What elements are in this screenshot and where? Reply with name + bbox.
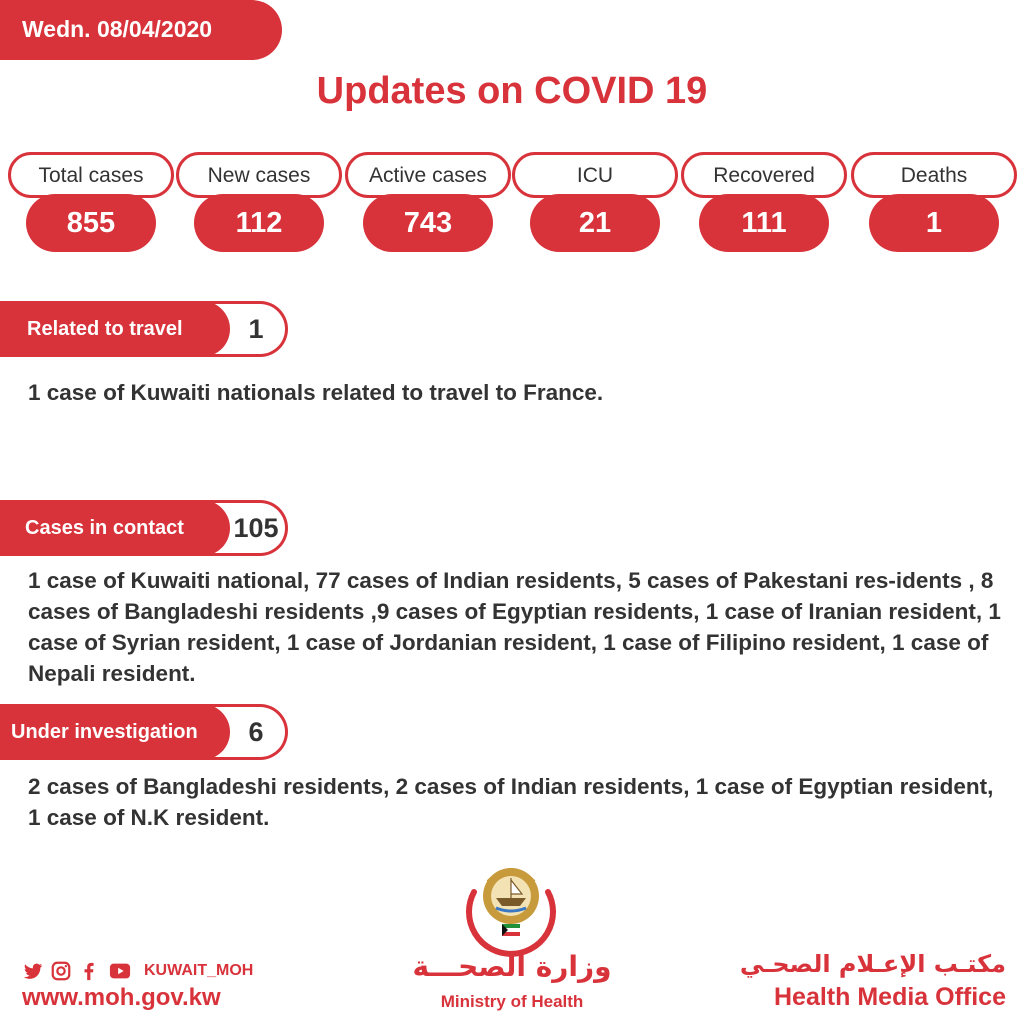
date-badge: Wedn. 08/04/2020 [0,0,282,60]
stat-value: 1 [869,194,999,252]
section-text-travel: 1 case of Kuwaiti nationals related to travel to France. [28,380,604,405]
stat-new-cases [176,152,342,260]
stat-label: Deaths [851,152,1017,198]
stat-label: New cases [176,152,342,198]
stat-recovered [681,152,847,260]
stat-label: ICU [512,152,678,198]
stat-value: 21 [530,194,660,252]
section-tag-count: 1 [248,314,264,344]
stat-value: 743 [363,194,493,252]
youtube-icon[interactable] [106,960,134,982]
stat-icu [512,152,678,260]
social-links [22,958,253,984]
stat-label: Active cases [345,152,511,198]
stat-total-cases [8,152,174,260]
stat-label: Total cases [8,152,174,198]
stat-value: 855 [26,194,156,252]
section-text-contact: 1 case of Kuwaiti national, 77 cases of Indian residents, 5 cases of Pakestani res-idents , 8 cases of Bangladeshi residents ,9 cases of Egyptian residents, 1 case of Iranian resident, 1 case of Syrian resident, 1 case of Jordanian resident, 1 case of Filipino resident, 1 case of Nepali resident. [28,568,1001,686]
office-name-arabic: مكتـب الإعـلام الصحـي [739,950,1006,978]
section-under-investigation [0,704,290,760]
section-related-to-travel [0,301,290,357]
twitter-icon[interactable] [22,960,44,982]
section-tag-label: Under investigation [0,704,230,760]
page-title: Updates on COVID 19 [316,70,708,112]
website-link[interactable]: www.moh.gov.kw [22,984,221,1011]
stat-deaths [851,152,1017,260]
section-tag-count: 105 [233,513,279,543]
section-tag-label: Related to travel [0,301,230,357]
section-text-investigation: 2 cases of Bangladeshi residents, 2 cases of Indian residents, 1 case of Egyptian resident, 1 case of N.K resident. [28,774,994,830]
social-handle[interactable]: KUWAIT_MOH [144,962,254,979]
facebook-icon[interactable] [78,960,100,982]
section-cases-in-contact [0,500,290,556]
kuwait-emblem-icon [456,852,566,962]
ministry-name-english: Ministry of Health [440,992,584,1011]
office-name-english: Health Media Office [774,983,1006,1011]
stat-label: Recovered [681,152,847,198]
stat-active-cases [345,152,511,260]
section-tag-label: Cases in contact [0,500,230,556]
stat-value: 112 [194,194,324,252]
stat-value: 111 [699,194,829,252]
section-tag-count: 6 [248,717,264,747]
instagram-icon[interactable] [50,960,72,982]
ministry-name-arabic: وزارة الصحـــة [412,950,612,983]
